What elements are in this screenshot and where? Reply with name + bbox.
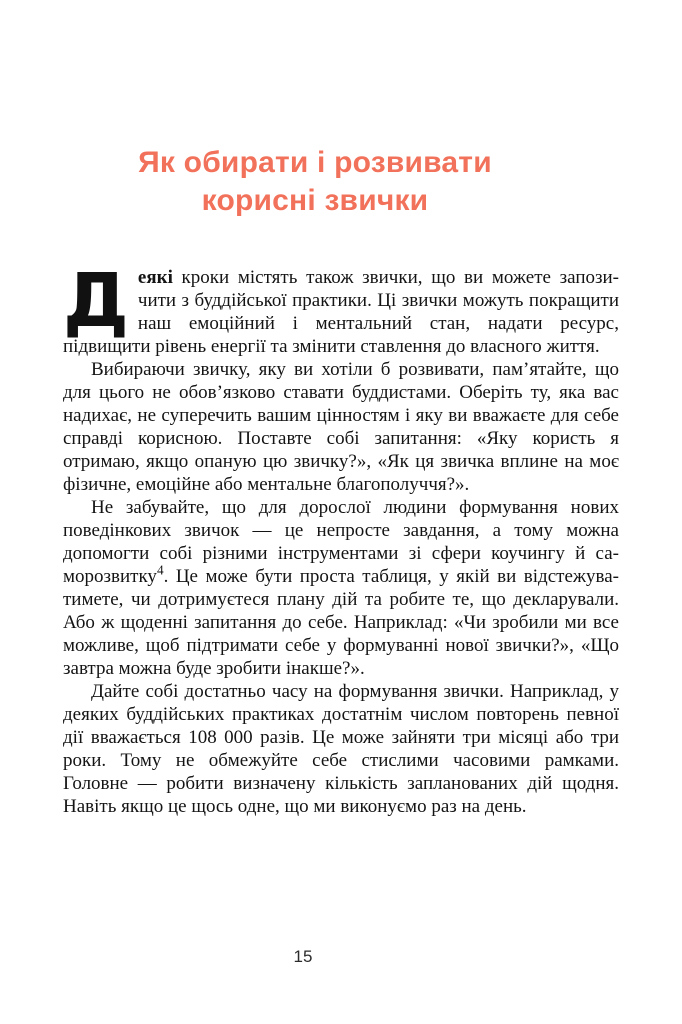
chapter-title <box>0 144 630 220</box>
drop-cap: Д <box>63 258 129 344</box>
chapter-title-line-2: корисні звички <box>201 184 429 217</box>
paragraph-3 <box>63 496 619 680</box>
paragraph-3-text-after-ref: . Це може бути проста таблиця, у якій ви відстежуватимете, чи дотримуєтеся плану дій та робите те, що декларували. Або ж щоденні запитання до себе. Наприклад: «Чи зробили ми все можливе, щоб підтримати себе у формуванні нової звички?», «Що завтра можна буде зробити інакше?». <box>63 566 619 679</box>
chapter-title-line-1: Як обирати і розвивати <box>138 146 492 179</box>
paragraph-4: Дайте собі достатньо часу на формування звички. Наприклад, у деяких буддійських практиках достатнім числом повторень певної дії вважається 108 000 разів. Це може зайняти три місяці або три роки. Тому не обмежуйте себе стислими часовими рамками. Головне — робити визначену кількість запланованих дій щодня. Навіть якщо це щось одне, що ми виконуємо раз на день. <box>63 681 619 817</box>
paragraph-1-text: кроки містять також звички, що ви можете запозичити з буддійської практики. Ці звички можуть покращити наш емоційний і ментальний стан, надати ресурс, підвищити рівень енергії та змінити ставлення до власного життя. <box>63 267 619 357</box>
page-number: 15 <box>293 947 313 966</box>
lead-word: еякі <box>137 267 173 288</box>
paragraph-3-text-before-ref: Не забувайте, що для дорослої людини формування нових поведінкових звичок — це непросте завдання, а тому можна допомогти собі різними інструментами зі сфери коучингу й саморозвитку <box>63 497 619 587</box>
footnote-reference[interactable]: 4 <box>156 562 164 578</box>
paragraph-2: Вибираючи звичку, яку ви хотіли б розвивати, пам’ятайте, що для цього не обов’язково ставати буддистами. Оберіть ту, яка вас надихає, не суперечить вашим цінностям і яку ви вважаєте для себе справді корисною. Поставте собі запитання: «Яку користь я отримаю, якщо опаную цю звичку?», «Як ця звичка вплине на моє фізичне, емоційне або ментальне благополуччя?». <box>63 359 619 495</box>
paragraph-1 <box>63 258 619 358</box>
body-text <box>63 258 619 818</box>
